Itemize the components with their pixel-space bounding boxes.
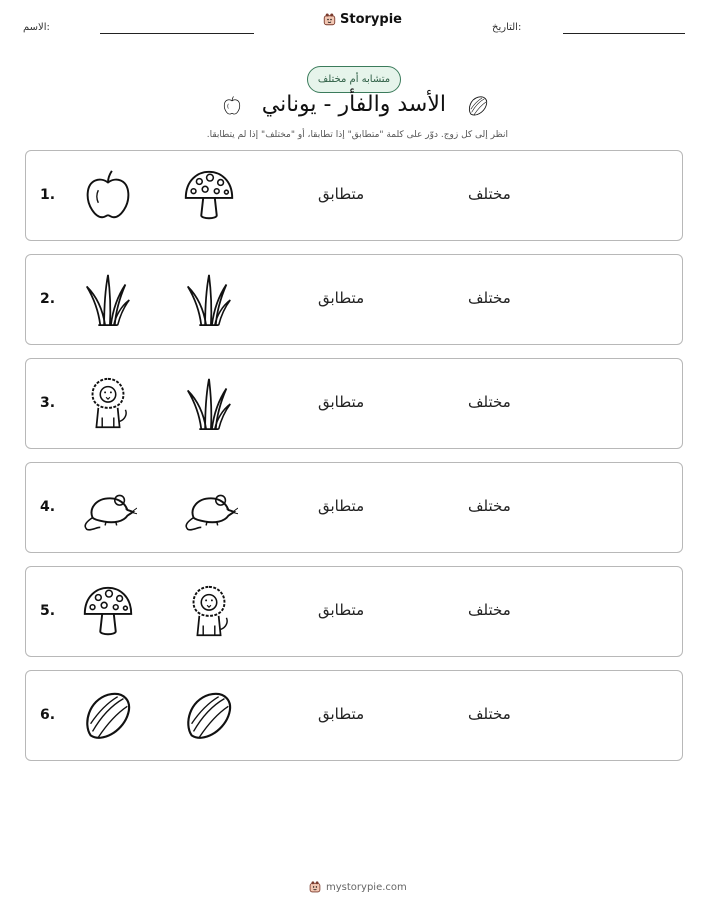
option-same[interactable]: متطابق bbox=[318, 393, 365, 411]
question-number: 3. bbox=[40, 395, 56, 411]
option-different[interactable]: مختلف bbox=[468, 601, 511, 619]
option-same[interactable]: متطابق bbox=[318, 705, 365, 723]
question-row bbox=[25, 462, 683, 553]
option-different[interactable]: مختلف bbox=[468, 185, 511, 203]
option-different[interactable]: مختلف bbox=[468, 393, 511, 411]
question-number: 6. bbox=[40, 707, 56, 723]
option-same[interactable]: متطابق bbox=[318, 185, 365, 203]
apple-icon bbox=[79, 167, 137, 225]
option-different[interactable]: مختلف bbox=[468, 497, 511, 515]
option-different[interactable]: مختلف bbox=[468, 289, 511, 307]
option-same[interactable]: متطابق bbox=[318, 497, 365, 515]
apple-icon bbox=[221, 94, 243, 118]
lion-icon bbox=[180, 583, 238, 641]
footer bbox=[308, 880, 407, 894]
instructions: انظر إلى كل زوج. دوّر على كلمة "متطابق" إذا تطابقا، أو "مختلف" إذا لم يتطابقا. bbox=[206, 130, 508, 140]
question-number: 5. bbox=[40, 603, 56, 619]
name-label: الاسم: bbox=[23, 22, 50, 33]
mushroom-icon bbox=[180, 167, 238, 225]
question-number: 2. bbox=[40, 291, 56, 307]
question-row bbox=[25, 566, 683, 657]
option-same[interactable]: متطابق bbox=[318, 601, 365, 619]
lion-icon bbox=[79, 375, 137, 433]
mouse-icon bbox=[180, 479, 238, 537]
grass-icon bbox=[180, 375, 238, 433]
name-line[interactable] bbox=[100, 33, 254, 34]
footer-url[interactable]: mystorypie.com bbox=[326, 881, 407, 893]
grass-icon bbox=[180, 271, 238, 329]
brand-logo bbox=[322, 12, 402, 27]
question-number: 1. bbox=[40, 187, 56, 203]
option-different[interactable]: مختلف bbox=[468, 705, 511, 723]
activity-badge: متشابه أم مختلف bbox=[307, 66, 401, 93]
question-row bbox=[25, 254, 683, 345]
option-same[interactable]: متطابق bbox=[318, 289, 365, 307]
question-row bbox=[25, 150, 683, 241]
seed-icon bbox=[79, 687, 137, 745]
date-line[interactable] bbox=[563, 33, 685, 34]
grass-icon bbox=[79, 271, 137, 329]
brand-name: Storypie bbox=[340, 12, 402, 27]
storypie-logo-icon bbox=[322, 12, 337, 27]
question-row bbox=[25, 358, 683, 449]
question-number: 4. bbox=[40, 499, 56, 515]
mushroom-icon bbox=[79, 583, 137, 641]
question-row bbox=[25, 670, 683, 761]
date-label: التاريخ: bbox=[492, 22, 522, 33]
storypie-logo-icon bbox=[308, 880, 322, 894]
seed-icon bbox=[466, 94, 490, 118]
mouse-icon bbox=[79, 479, 137, 537]
seed-icon bbox=[180, 687, 238, 745]
page-title: الأسد والفأر - يوناني bbox=[261, 92, 446, 117]
